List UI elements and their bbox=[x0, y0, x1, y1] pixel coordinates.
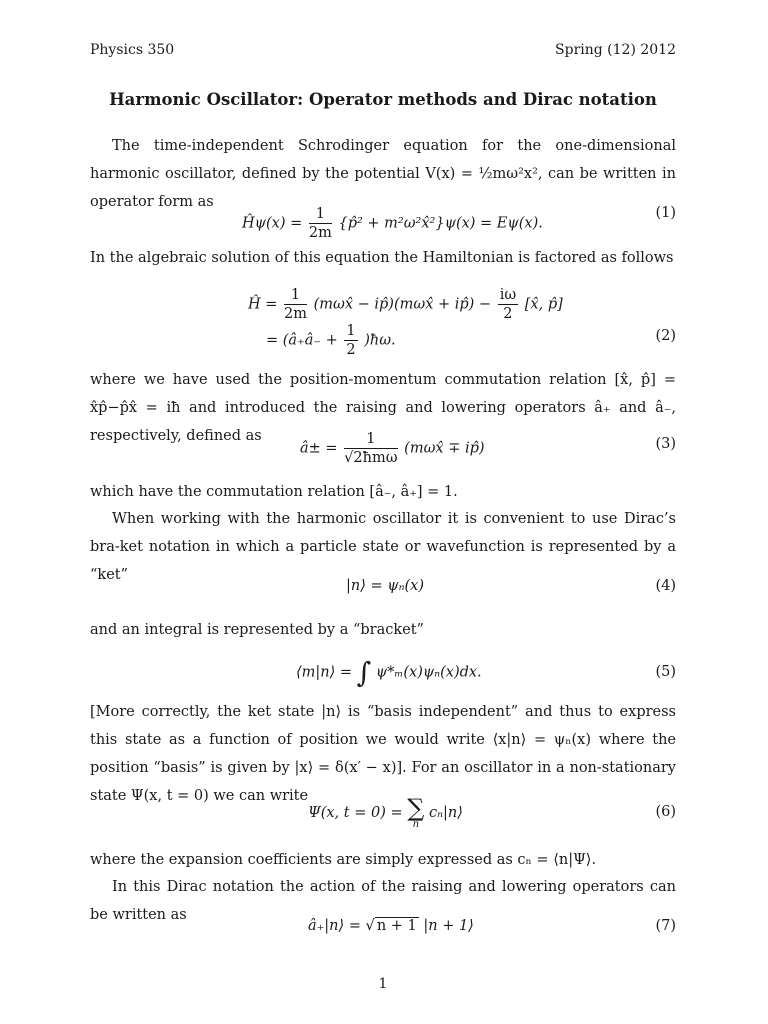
eq1-number: (1) bbox=[655, 205, 676, 221]
course-name: Physics 350 bbox=[90, 42, 175, 58]
eq7-sqrt: n + 1 bbox=[376, 918, 417, 934]
eq6-number: (6) bbox=[655, 804, 676, 820]
term-date: Spring (12) 2012 bbox=[555, 42, 676, 58]
paragraph-1: The time-independent Schrodinger equation for the one-dimensional harmonic oscillator, defined by the potential V(x) = ½mω²x², can be written in operator form as bbox=[90, 138, 676, 210]
equation-7: â₊|n⟩ = √ n + 1 |n + 1⟩ (7) bbox=[308, 918, 676, 934]
eq2a-mid: (mωx̂ − ip̂)(mωx̂ + ip̂) − bbox=[313, 296, 492, 313]
equation-5 bbox=[90, 656, 676, 689]
eq7-number: (7) bbox=[655, 918, 676, 934]
equation-2a: Ĥ = $\frac{1}{2m}$ (mωx̂ − ip̂)(mωx̂ + ip̂) − $\frac{i\omega}{2}$ [x̂, p̂] bbox=[248, 287, 563, 322]
paragraph-6: and an integral is represented by a “bracket” bbox=[90, 622, 424, 638]
paragraph-8: where the expansion coefficients are simply expressed as cₙ = ⟨n|Ψ⟩. bbox=[90, 852, 597, 868]
page-number: 1 bbox=[378, 976, 388, 992]
summation-sign: ∑ n bbox=[407, 794, 425, 830]
equation-1 bbox=[90, 205, 676, 241]
paragraph-2: In the algebraic solution of this equation the Hamiltonian is factored as follows bbox=[90, 250, 674, 266]
eq1-left: Ĥψ(x) = bbox=[242, 215, 303, 232]
eq3-right: (mωx̂ ∓ ip̂) bbox=[404, 440, 485, 457]
eq2b-left: = (â₊â₋ + bbox=[266, 332, 338, 349]
running-header bbox=[90, 42, 676, 62]
eq6-right: cₙ|n⟩ bbox=[428, 805, 463, 821]
eq4-text: |n⟩ = ψₙ(x) bbox=[346, 578, 424, 594]
eq2b-right: )ħω. bbox=[364, 332, 396, 349]
equation-3: â± = $\frac{1}{\text{√2ħmω}}$ (mωx̂ ∓ ip̂) (3) bbox=[300, 431, 676, 466]
eq5-number: (5) bbox=[655, 664, 676, 680]
paragraph-3: where we have used the position-momentum commutation relation [x̂, p̂] = x̂p̂−p̂x̂ = iħ and introduced the raising and lowering operators â₊ and â₋, respectively, defined as bbox=[90, 372, 676, 444]
eq2a-right: [x̂, p̂] bbox=[524, 296, 563, 313]
eq7-right: |n + 1⟩ bbox=[423, 918, 474, 934]
paragraph-5: When working with the harmonic oscillator it is convenient to use Dirac’s bra-ket notation in which a particle state or wavefunction is represented by a “ket” bbox=[90, 511, 676, 583]
eq1-right: {p̂² + m²ω²x̂²}ψ(x) = Eψ(x). bbox=[338, 215, 543, 232]
paragraph-9: In this Dirac notation the action of the raising and lowering operators can be written as bbox=[90, 879, 676, 923]
document-page bbox=[90, 0, 676, 1024]
equation-2b: = (â₊â₋ + $\frac{1}{2}$ )ħω. (2) bbox=[266, 323, 676, 358]
eq5-left: ⟨m|n⟩ = bbox=[296, 664, 353, 681]
equation-4 bbox=[90, 578, 676, 608]
document-title: Harmonic Oscillator: Operator methods and Dirac notation bbox=[109, 90, 657, 109]
equation-6 bbox=[90, 794, 676, 830]
eq6-left: Ψ(x, t = 0) = bbox=[308, 805, 403, 821]
eq7-left: â₊|n⟩ = bbox=[308, 918, 361, 934]
eq4-number: (4) bbox=[655, 578, 676, 594]
paragraph-7: [More correctly, the ket state |n⟩ is “basis independent” and thus to express this state as a function of position we would write ⟨x|n⟩ = ψₙ(x) where the position “basis” is given by |x⟩ = δ(x′ − x)]. For an oscillator in a non-stationary state Ψ(x, t = 0) we can write bbox=[90, 704, 676, 804]
paragraph-4: which have the commutation relation [â₋, â₊] = 1. bbox=[90, 484, 458, 500]
eq1-fraction: $\frac{1}{2m}$ bbox=[308, 206, 332, 241]
eq2-number: (2) bbox=[655, 328, 676, 344]
integral-sign: ∫ bbox=[356, 656, 372, 689]
eq2a-left: Ĥ = bbox=[248, 296, 278, 313]
eq5-right: ψ*ₘ(x)ψₙ(x)dx. bbox=[375, 664, 482, 681]
eq3-left: â± = bbox=[300, 440, 338, 457]
eq3-number: (3) bbox=[655, 436, 676, 452]
